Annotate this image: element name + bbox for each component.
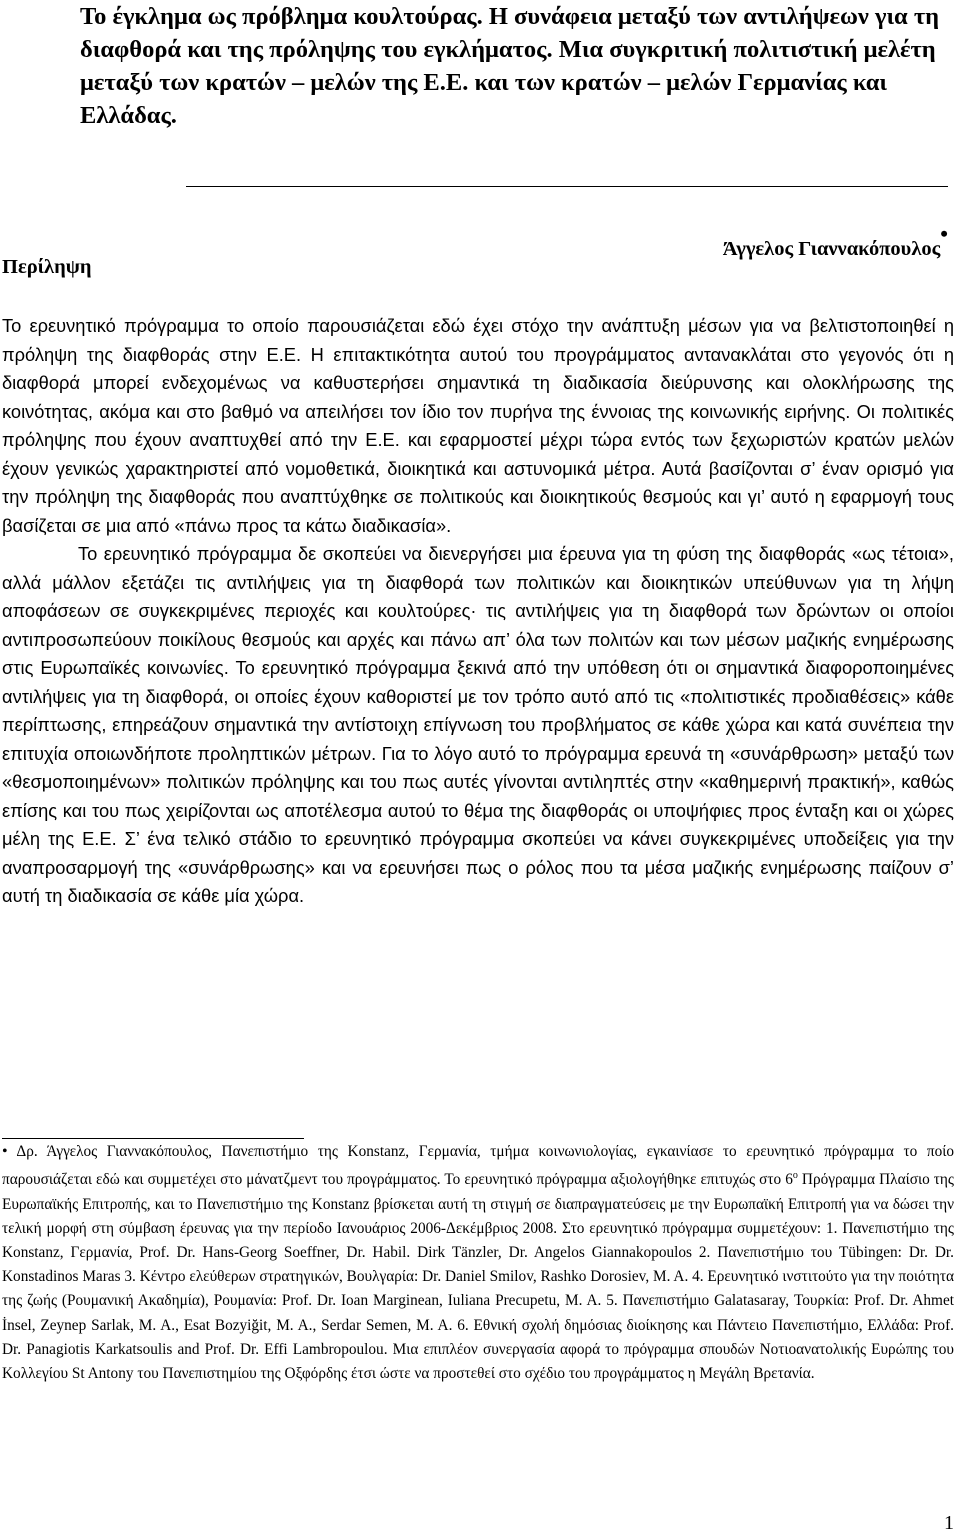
abstract-paragraph-1: Το ερευνητικό πρόγραμμα το οποίο παρουσιάζεται εδώ έχει στόχο την ανάπτυξη μέσων για να βελτιστοποιηθεί η πρόληψη της διαφθοράς στην Ε.Ε. Η επιτακτικότητα αυτού του προγράμματος αντανακλάται στο γεγονός ότι η διαφθορά μπορεί ενδεχομένως να καθυστερήσει σημαντικά τη διαδικασία διεύρυνσης και ολοκλήρωσης της κοινότητας, ακόμα και στο βαθμό να απειλήσει τον ίδιο τον πυρήνα της έννοιας της κοινωνικής ειρήνης. Οι πολιτικές πρόληψης που έχουν αναπτυχθεί από την Ε.Ε. και εφαρμοστεί μέχρι τώρα εντός των ξεχωριστών κρατών μελών έχουν γενικώς χαρακτηριστεί από νομοθετικά, διοικητικά και αστυνομικά μέτρα. Αυτά βασίζονται σ’ έναν ορισμό για την πρόληψη της διαφθοράς που αναπτύχθηκε σε πολιτικούς και διοικητικούς θεσμούς και γι’ αυτό η εφαρμογή τους βασίζεται σε μια από «πάνω προς τα κάτω διαδικασία». (2, 315, 954, 536)
abstract-body (2, 312, 954, 911)
document-title: Το έγκλημα ως πρόβλημα κουλτούρας. Η συνάφεια μεταξύ των αντιλήψεων για τη διαφθορά και της πρόληψης του εγκλήματος. Μια συγκριτική πολιτιστική μελέτη μεταξύ των κρατών – μελών της Ε.Ε. και των κρατών – μελών Γερμανίας και Ελλάδας. (80, 3, 940, 129)
footnote-superscript: ο (792, 1170, 798, 1182)
author-line (722, 221, 948, 261)
footnote (2, 1140, 954, 1386)
footnote-text-part-1: Δρ. Άγγελος Γιαννακόπουλος, Πανεπιστήμιο της Konstanz, Γερμανία, τμήμα κοινωνιολογίας, εγκαινίασε το ερευνητικό πρόγραμμα το ποίο παρουσιάζεται εδώ και συμμετέχει στο μάνατζμεντ του προγράμματος. Το ερευνητικό πρόγραμμα αξιολογήθηκε επιτυχώς στο 6 (2, 1143, 955, 1189)
footnote-text-part-2: Πρόγραμμα Πλαίσιο της Ευρωπαϊκής Επιτροπής, και το Πανεπιστήμιο της Konstanz βρίσκεται αυτή τη στιγμή σε διαπραγματεύσεις με την Ευρωπαϊκή Επιτροπή για να δώσει την τελική μορφή στη σύμβαση έρευνας για την περίοδο Ιανουάριος 2006-Δεκέμβριος 2008. Στο ερευνητικό πρόγραμμα συμμετέχουν: 1. Πανεπιστήμιο της Konstanz, Γερμανία, Prof. Dr. Hans-Georg Soeffner, Dr. Habil. Dirk Tänzler, Dr. Angelos Giannakopoulos 2. Πανεπιστήμιο του Tübingen: Dr. Dr. Konstadinos Maras 3. Κέντρο ελεύθερων στρατηγικών, Βουλγαρία: Dr. Daniel Smilov, Rashko Dorosiev, M. A. 4. Ερευνητικό ινστιτούτο για την ποιότητα της ζωής (Ρουμανική Ακαδημία), Ρουμανία: Prof. Dr. Ioan Marginean, Iuliana Precupetu, M. A. 5. Πανεπιστήμιο Galatasaray, Τουρκία: Prof. Dr. Ahmet İnsel, Zeynep Sarlak, M. A., Esat Bozyiğit, M. A., Serdar Semen, M. A. 6. Εθνική σχολή δημόσιας διοίκησης και Πάντειο Πανεπιστήμιο, Ελλάδα: Prof. Dr. Panagiotis Karkatsoulis and Prof. Dr. Effi Lambropoulou. Μια επιπλέον συνεργασία αφορά το πρόγραμμα σπουδών Νοτιοανατολικής Ευρώπης του Κολλεγίου St Antony του Πανεπιστημίου της Οξφόρδης έτσι ώστε να προστεθεί στο σχέδιο του προγράμματος η Μεγάλη Βρετανία. (2, 1171, 954, 1382)
author-name: Άγγελος Γιαννακόπουλος (722, 237, 941, 260)
title-divider (186, 186, 948, 187)
abstract-paragraph-2: Το ερευνητικό πρόγραμμα δε σκοπεύει να διενεργήσει μια έρευνα για τη φύση της διαφθοράς «ως τέτοια», αλλά μάλλον εξετάζει τις αντιλήψεις για τη διαφθορά των πολιτικών και διοικητικών υπεύθυνων για τη λήψη αποφάσεων σε συγκεκριμένες περιοχές και κουλτούρες· τις αντιλήψεις για τη διαφθορά των δρώντων οι οποίοι αντιπροσωπεύουν ποικίλους θεσμούς και αρχές και πάνω απ’ όλα των πολιτών και των μέσων μαζικής ενημέρωσης στις Ευρωπαϊκές κοινωνίες. Το ερευνητικό πρόγραμμα ξεκινά από την υπόθεση ότι οι σημαντικά διαφοροποιημένες αντιλήψεις για τη διαφθορά, οι οποίες έχουν καθοριστεί με τον τρόπο αυτό από τις «πολιτιστικές προδιαθέσεις» κάθε περίπτωσης, επηρεάζουν σημαντικά την αντίστοιχη επίγνωση του προβλήματος σε κάθε χώρα και κατά συνέπεια την επιτυχία οποιωνδήποτε προληπτικών μέτρων. Για το λόγο αυτό το πρόγραμμα ερευνά τη «συνάρθρωση» μεταξύ των «θεσμοποιημένων» πολιτικών πρόληψης και του πως αυτές γίνονται αντιληπτές στην «καθημερινή πρακτική», καθώς επίσης και του πως χειρίζονται ως αποτέλεσμα αυτού το θέμα της διαφθοράς οι υποψήφιες προς ένταξη και οι χώρες μέλη της Ε.Ε. Σ’ ένα τελικό στάδιο το ερευνητικό πρόγραμμα σκοπεύει να κάνει συγκεκριμένες υποδείξεις για την αναπροσαρμογή της «συνάρθρωσης» και να ερευνήσει πως ο ρόλος που τα μέσα μαζικής ενημέρωσης παίζουν σ’ αυτή τη διαδικασία σε κάθε μία χώρα. (2, 543, 954, 906)
abstract-heading: Περίληψη (2, 256, 92, 278)
author-footnote-mark: • (940, 221, 948, 246)
page-number: 1 (944, 1512, 954, 1534)
footnote-divider (2, 1138, 304, 1139)
footnote-mark: • (2, 1143, 8, 1160)
